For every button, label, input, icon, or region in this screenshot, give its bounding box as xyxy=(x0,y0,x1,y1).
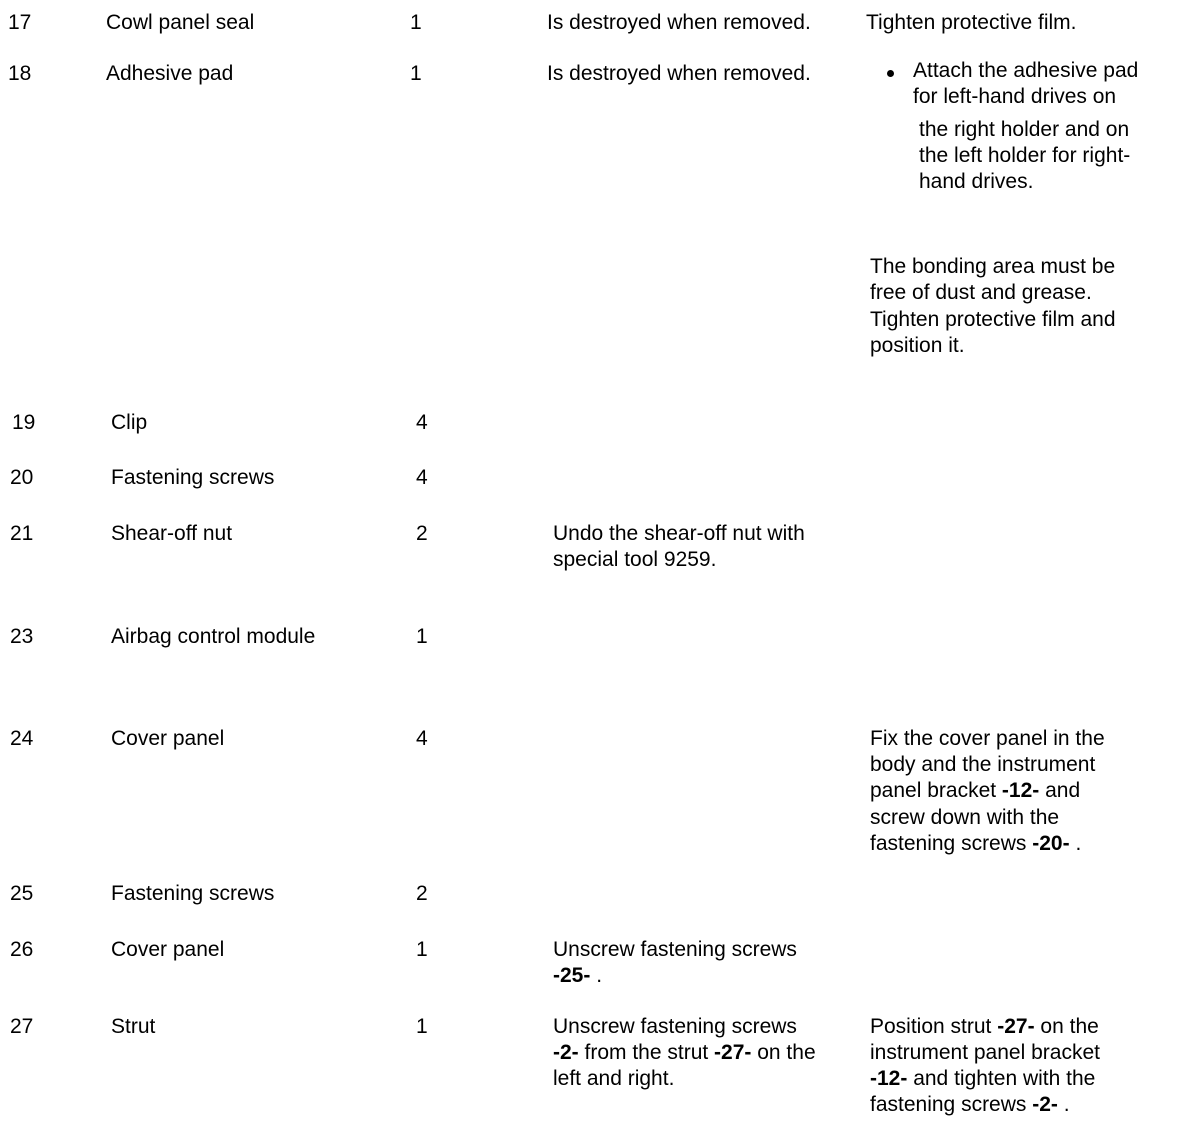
row-21-removal-line-2: special tool 9259. xyxy=(553,548,717,571)
row-20-qty: 4 xyxy=(416,466,428,489)
row-19-part: Clip xyxy=(111,411,148,434)
row-21-number: 21 xyxy=(10,522,34,545)
row-17-qty: 1 xyxy=(410,11,422,34)
row-27-removal-line-2: -2- from the strut -27- on the xyxy=(553,1041,816,1064)
row-18-removal: Is destroyed when removed. xyxy=(547,62,811,85)
row-18-qty: 1 xyxy=(410,62,422,85)
row-24-part: Cover panel xyxy=(111,727,225,750)
row-18-note-line-1: The bonding area must be xyxy=(870,255,1116,278)
row-26-number: 26 xyxy=(10,938,34,961)
row-17-part: Cowl panel seal xyxy=(106,11,255,34)
row-24-install-line-4: screw down with the xyxy=(870,806,1060,829)
row-24-install-line-3: panel bracket -12- and xyxy=(870,779,1081,802)
row-27-removal-line-3: left and right. xyxy=(553,1067,675,1090)
row-27-install-line-2: instrument panel bracket xyxy=(870,1041,1100,1064)
row-23-qty: 1 xyxy=(416,625,428,648)
row-21-part: Shear-off nut xyxy=(111,522,233,545)
ref-25: -25- xyxy=(553,964,591,987)
row-18-install-line-2: for left-hand drives on xyxy=(913,85,1117,108)
ref-2: -2- xyxy=(553,1041,579,1064)
row-24-install-line-5: fastening screws -20- . xyxy=(870,832,1082,855)
row-18-install-line-5: hand drives. xyxy=(919,170,1034,193)
row-23-part: Airbag control module xyxy=(111,625,316,648)
ref-20: -20- xyxy=(1032,832,1070,855)
ref-12: -12- xyxy=(1001,779,1040,802)
row-26-qty: 1 xyxy=(416,938,428,961)
row-21-qty: 2 xyxy=(416,522,428,545)
row-18-number: 18 xyxy=(8,62,32,85)
row-27-install-line-4: fastening screws -2- . xyxy=(870,1093,1070,1116)
row-19-number: 19 xyxy=(12,411,36,434)
row-20-part: Fastening screws xyxy=(111,466,275,489)
row-27-number: 27 xyxy=(10,1015,34,1038)
row-25-number: 25 xyxy=(10,882,34,905)
row-17-removal: Is destroyed when removed. xyxy=(547,11,811,34)
row-24-install-line-1: Fix the cover panel in the xyxy=(870,727,1105,750)
row-23-number: 23 xyxy=(10,625,34,648)
ref-12: -12- xyxy=(870,1067,908,1090)
row-27-qty: 1 xyxy=(416,1015,428,1038)
row-26-removal-line-1: Unscrew fastening screws xyxy=(553,938,797,961)
row-17-number: 17 xyxy=(8,11,32,34)
row-27-part: Strut xyxy=(111,1015,156,1038)
row-25-qty: 2 xyxy=(416,882,428,905)
row-18-install-line-3: the right holder and on xyxy=(919,118,1130,141)
row-26-removal-line-2: -25- . xyxy=(553,964,603,987)
row-18-install-line-1: Attach the adhesive pad xyxy=(913,59,1139,82)
row-27-install-line-3: -12- and tighten with the xyxy=(870,1067,1096,1090)
row-24-number: 24 xyxy=(10,727,34,750)
bullet-icon xyxy=(887,70,894,77)
row-25-part: Fastening screws xyxy=(111,882,275,905)
row-24-qty: 4 xyxy=(416,727,428,750)
ref-2: -2- xyxy=(1032,1093,1058,1116)
ref-27: -27- xyxy=(714,1041,752,1064)
row-18-note-line-2: free of dust and grease. xyxy=(870,281,1092,304)
row-18-note-line-4: position it. xyxy=(870,334,965,357)
ref-27: -27- xyxy=(997,1015,1035,1038)
row-27-removal-line-1: Unscrew fastening screws xyxy=(553,1015,797,1038)
row-20-number: 20 xyxy=(10,466,34,489)
row-27-install-line-1: Position strut -27- on the xyxy=(870,1015,1099,1038)
row-21-removal-line-1: Undo the shear-off nut with xyxy=(553,522,805,545)
row-24-install-line-2: body and the instrument xyxy=(870,753,1096,776)
row-26-part: Cover panel xyxy=(111,938,225,961)
row-18-part: Adhesive pad xyxy=(106,62,234,85)
row-18-note-line-3: Tighten protective film and xyxy=(870,308,1116,331)
row-18-install-line-4: the left holder for right- xyxy=(919,144,1131,167)
row-17-install: Tighten protective film. xyxy=(866,11,1077,34)
row-19-qty: 4 xyxy=(416,411,428,434)
